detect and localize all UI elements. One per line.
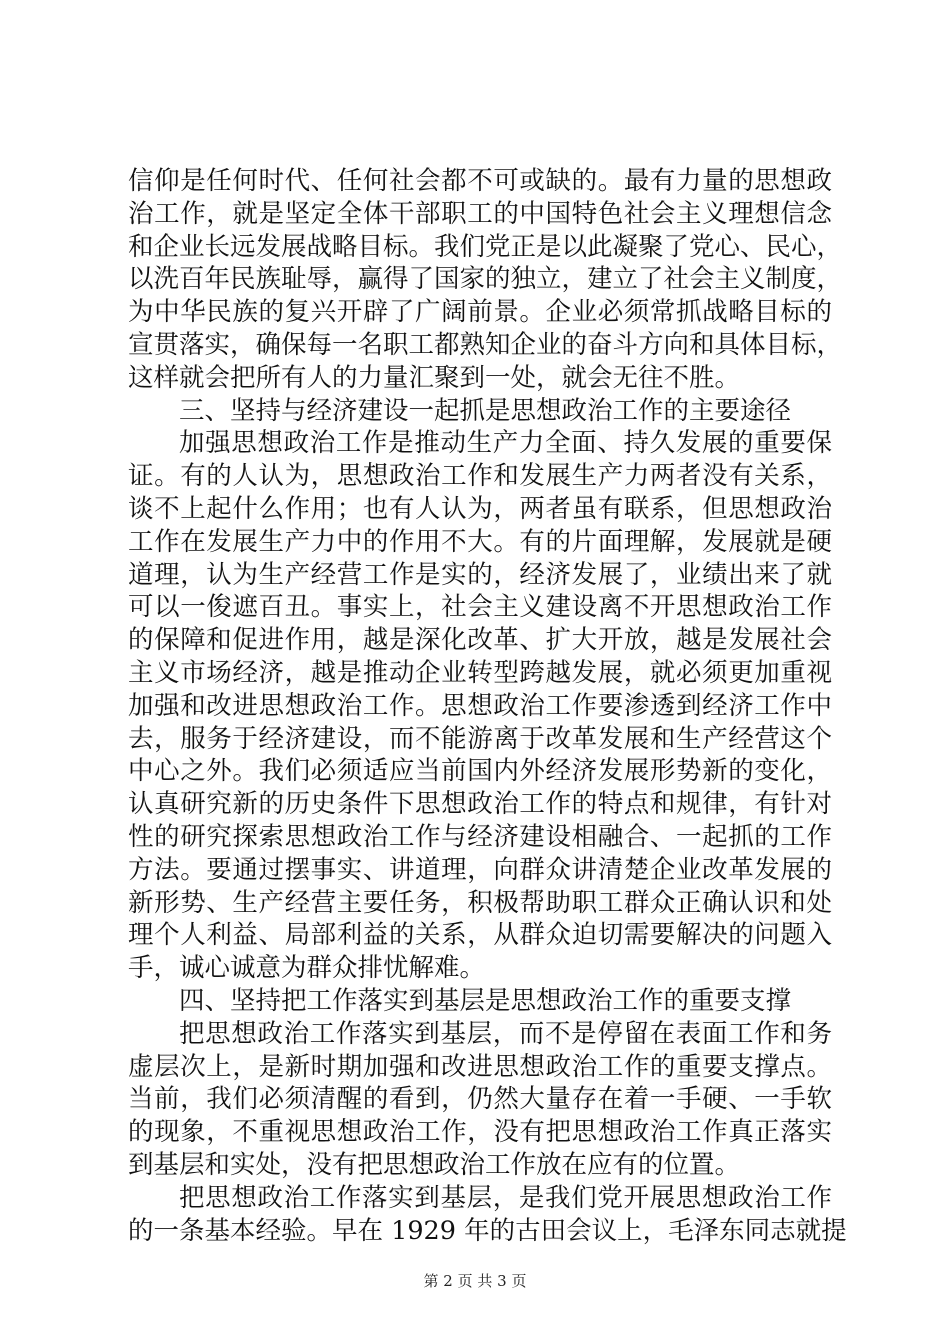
text-line: 宣贯落实，确保每一名职工都熟知企业的奋斗方向和具体目标， bbox=[128, 329, 843, 360]
text-line: 把思想政治工作落实到基层，是我们党开展思想政治工作 bbox=[179, 1182, 832, 1213]
text-line: 可以一俊遮百丑。事实上，社会主义建设离不开思想政治工作 bbox=[128, 592, 832, 623]
text-line: 手，诚心诚意为群众排忧解难。 bbox=[128, 953, 486, 984]
text-line: 工作在发展生产力中的作用不大。有的片面理解，发展就是硬 bbox=[128, 526, 832, 557]
text-line: 这样就会把所有人的力量汇聚到一处，就会无往不胜。 bbox=[128, 362, 741, 393]
text-line: 方法。要通过摆事实、讲道理，向群众讲清楚企业改革发展的 bbox=[128, 854, 832, 885]
text-line: 的一条基本经验。早在 1929 年的古田会议上，毛泽东同志就提 bbox=[128, 1215, 847, 1246]
text-line: 谈不上起什么作用；也有人认为，两者虽有联系，但思想政治 bbox=[128, 493, 832, 524]
text-line: 认真研究新的历史条件下思想政治工作的特点和规律，有针对 bbox=[128, 789, 832, 820]
text-line: 去，服务于经济建设，而不能游离于改革发展和生产经营这个 bbox=[128, 723, 832, 754]
text-line: 理个人利益、局部利益的关系，从群众迫切需要解决的问题入 bbox=[128, 920, 832, 951]
text-line: 当前，我们必须清醒的看到，仍然大量存在着一手硬、一手软 bbox=[128, 1084, 832, 1115]
text-line: 加强思想政治工作是推动生产力全面、持久发展的重要保 bbox=[179, 428, 832, 459]
page-footer: 第 2 页 共 3 页 bbox=[423, 1272, 527, 1290]
text-line: 治工作，就是坚定全体干部职工的中国特色社会主义理想信念 bbox=[128, 198, 832, 229]
text-line: 三、坚持与经济建设一起抓是思想政治工作的主要途径 bbox=[179, 395, 792, 426]
text-line: 和企业长远发展战略目标。我们党正是以此凝聚了党心、民心， bbox=[128, 231, 843, 262]
text-line: 为中华民族的复兴开辟了广阔前景。企业必须常抓战略目标的 bbox=[128, 297, 832, 328]
text-line: 四、坚持把工作落实到基层是思想政治工作的重要支撑 bbox=[179, 985, 792, 1016]
text-line: 到基层和实处，没有把思想政治工作放在应有的位置。 bbox=[128, 1149, 741, 1180]
text-line: 的保障和促进作用，越是深化改革、扩大开放，越是发展社会 bbox=[128, 625, 832, 656]
text-line: 的现象，不重视思想政治工作，没有把思想政治工作真正落实 bbox=[128, 1117, 832, 1148]
text-line: 以洗百年民族耻辱，赢得了国家的独立，建立了社会主义制度， bbox=[128, 264, 843, 295]
text-line: 证。有的人认为，思想政治工作和发展生产力两者没有关系， bbox=[128, 461, 832, 492]
text-line: 虚层次上，是新时期加强和改进思想政治工作的重要支撑点。 bbox=[128, 1051, 832, 1082]
text-line: 信仰是任何时代、任何社会都不可或缺的。最有力量的思想政 bbox=[128, 166, 832, 196]
document-body bbox=[128, 165, 847, 1247]
text-line: 性的研究探索思想政治工作与经济建设相融合、一起抓的工作 bbox=[128, 821, 832, 852]
text-line: 新形势、生产经营主要任务，积极帮助职工群众正确认识和处 bbox=[128, 887, 832, 918]
text-line: 道理，认为生产经营工作是实的，经济发展了，业绩出来了就 bbox=[128, 559, 832, 590]
text-line: 加强和改进思想政治工作。思想政治工作要渗透到经济工作中 bbox=[128, 690, 832, 721]
text-line: 中心之外。我们必须适应当前国内外经济发展形势新的变化， bbox=[128, 756, 832, 787]
text-line: 主义市场经济，越是推动企业转型跨越发展，就必须更加重视 bbox=[128, 657, 832, 688]
text-line: 把思想政治工作落实到基层，而不是停留在表面工作和务 bbox=[179, 1018, 832, 1049]
